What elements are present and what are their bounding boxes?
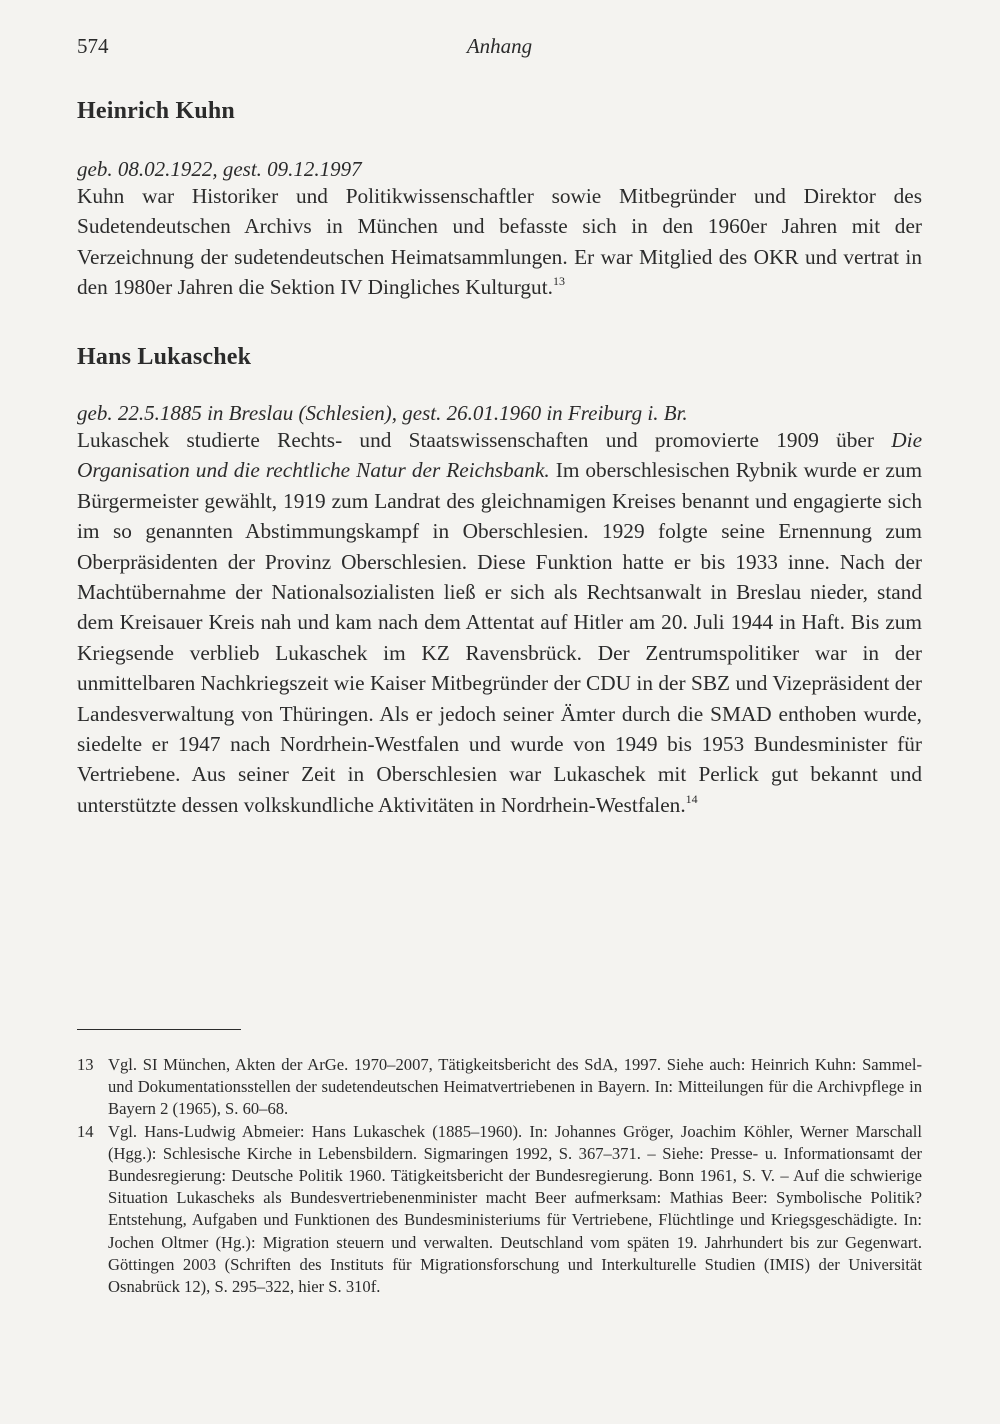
footnote-divider bbox=[77, 1029, 241, 1030]
footnote-13 bbox=[77, 1054, 922, 1121]
footnote-14 bbox=[77, 1121, 922, 1299]
running-head bbox=[77, 34, 922, 64]
entry-text-kuhn bbox=[77, 181, 922, 303]
running-title: Anhang bbox=[466, 34, 533, 58]
entry-paragraph bbox=[77, 181, 922, 303]
footnote-text: Vgl. Hans-Ludwig Abmeier: Hans Lukaschek (1885–1960). In: Johannes Gröger, Joachim Köhler, Werner Marschall (Hgg.): Schlesische Kirche in Lebensbildern. Sigmaringen 1992, S. 367–371. – Siehe: Presse- u. Informationsamt der Bundesregierung: Deutsche Politik 1960. Tätigkeitsbericht der Bundesregierung. Bonn 1961, S. V. – Auf die schwierige Situation Lukascheks als Bundesvertriebenenminister macht Beer aufmerksam: Mathias Beer: Symbolische Politik? Entstehung, Aufgaben und Funktionen des Bundesministeriums für Vertriebene, Flüchtlinge und Kriegsgeschädigte. In: Jochen Oltmer (Hg.): Migration steuern und verwalten. Deutschland vom späten 19. Jahrhundert bis zur Gegenwart. Göttingen 2003 (Schriften des Instituts für Migrationsforschung und Interkulturelle Studien (IMIS) der Universität Osnabrück 12), S. 295–322, hier S. 310f. bbox=[108, 1121, 922, 1297]
entry-paragraph-text-part1: Lukaschek studierte Rechts- und Staatswissenschaften und promovierte 1909 über bbox=[77, 428, 874, 452]
entry-paragraph bbox=[77, 425, 922, 820]
entry-text-lukaschek bbox=[77, 425, 922, 820]
entry-heading-lukaschek: Hans Lukaschek bbox=[77, 344, 252, 370]
footnote-reference[interactable]: 14 bbox=[685, 791, 698, 806]
entry-paragraph-text: Kuhn war Historiker und Politikwissenschaftler sowie Mitbegründer und Direktor des Sudetendeutschen Archivs in München und befasste sich in den 1960er Jahren mit der Verzeichnung der sudetendeutschen Heimatsammlungen. Er war Mitglied des OKR und vertrat in den 1980er Jahren die Sektion IV Dingliches Kulturgut. bbox=[77, 184, 922, 300]
book-title: Die Organisation und die rechtliche Natur der Reichsbank. bbox=[77, 428, 923, 483]
entry-dates-lukaschek: geb. 22.5.1885 in Breslau (Schlesien), gest. 26.01.1960 in Freiburg i. Br. bbox=[77, 401, 688, 425]
entry-dates-kuhn: geb. 08.02.1922, gest. 09.12.1997 bbox=[77, 157, 362, 181]
footnotes bbox=[77, 1054, 922, 1298]
entry-heading-kuhn: Heinrich Kuhn bbox=[77, 98, 235, 124]
footnote-reference[interactable]: 13 bbox=[552, 274, 565, 289]
footnote-number: 13 bbox=[77, 1055, 94, 1074]
page-number: 574 bbox=[77, 34, 109, 58]
footnote-number: 14 bbox=[77, 1121, 94, 1141]
footnote-text: Vgl. SI München, Akten der ArGe. 1970–2007, Tätigkeitsbericht des SdA, 1997. Siehe auch: Heinrich Kuhn: Sammel- und Dokumentationsstellen der sudetendeutschen Heimatvertriebenen in Bayern. In: Mitteilungen für die Archivpflege in Bayern 2 (1965), S. 60–68. bbox=[108, 1055, 922, 1119]
entry-paragraph-text-part2: Im oberschlesischen Rybnik wurde er zum Bürgermeister gewählt, 1919 zum Landrat des gleichnamigen Kreises benannt und engagierte sich im so genannten Abstimmungskampf in Oberschlesien. 1929 folgte seine Ernennung zum Oberpräsidenten der Provinz Oberschlesien. Diese Funktion hatte er bis 1933 inne. Nach der Machtübernahme der Nationalsozialisten ließ er sich als Rechtsanwalt in Breslau nieder, stand dem Kreisauer Kreis nah und kam nach dem Attentat auf Hitler am 20. Juli 1944 in Haft. Bis zum Kriegsende verblieb Lukaschek im KZ Ravensbrück. Der Zentrumspolitiker war in der unmittelbaren Nachkriegszeit wie Kaiser Mitbegründer der CDU in der SBZ und Vizepräsident der Landesverwaltung von Thüringen. Als er jedoch seiner Ämter durch die SMAD enthoben wurde, siedelte er 1947 nach Nordrhein-Westfalen und wurde von 1949 bis 1953 Bundesminister für Vertriebene. Aus seiner Zeit in Oberschlesien war Lukaschek mit Perlick gut bekannt und unterstützte dessen volkskundliche Aktivitäten in Nordrhein-Westfalen. bbox=[77, 458, 923, 817]
